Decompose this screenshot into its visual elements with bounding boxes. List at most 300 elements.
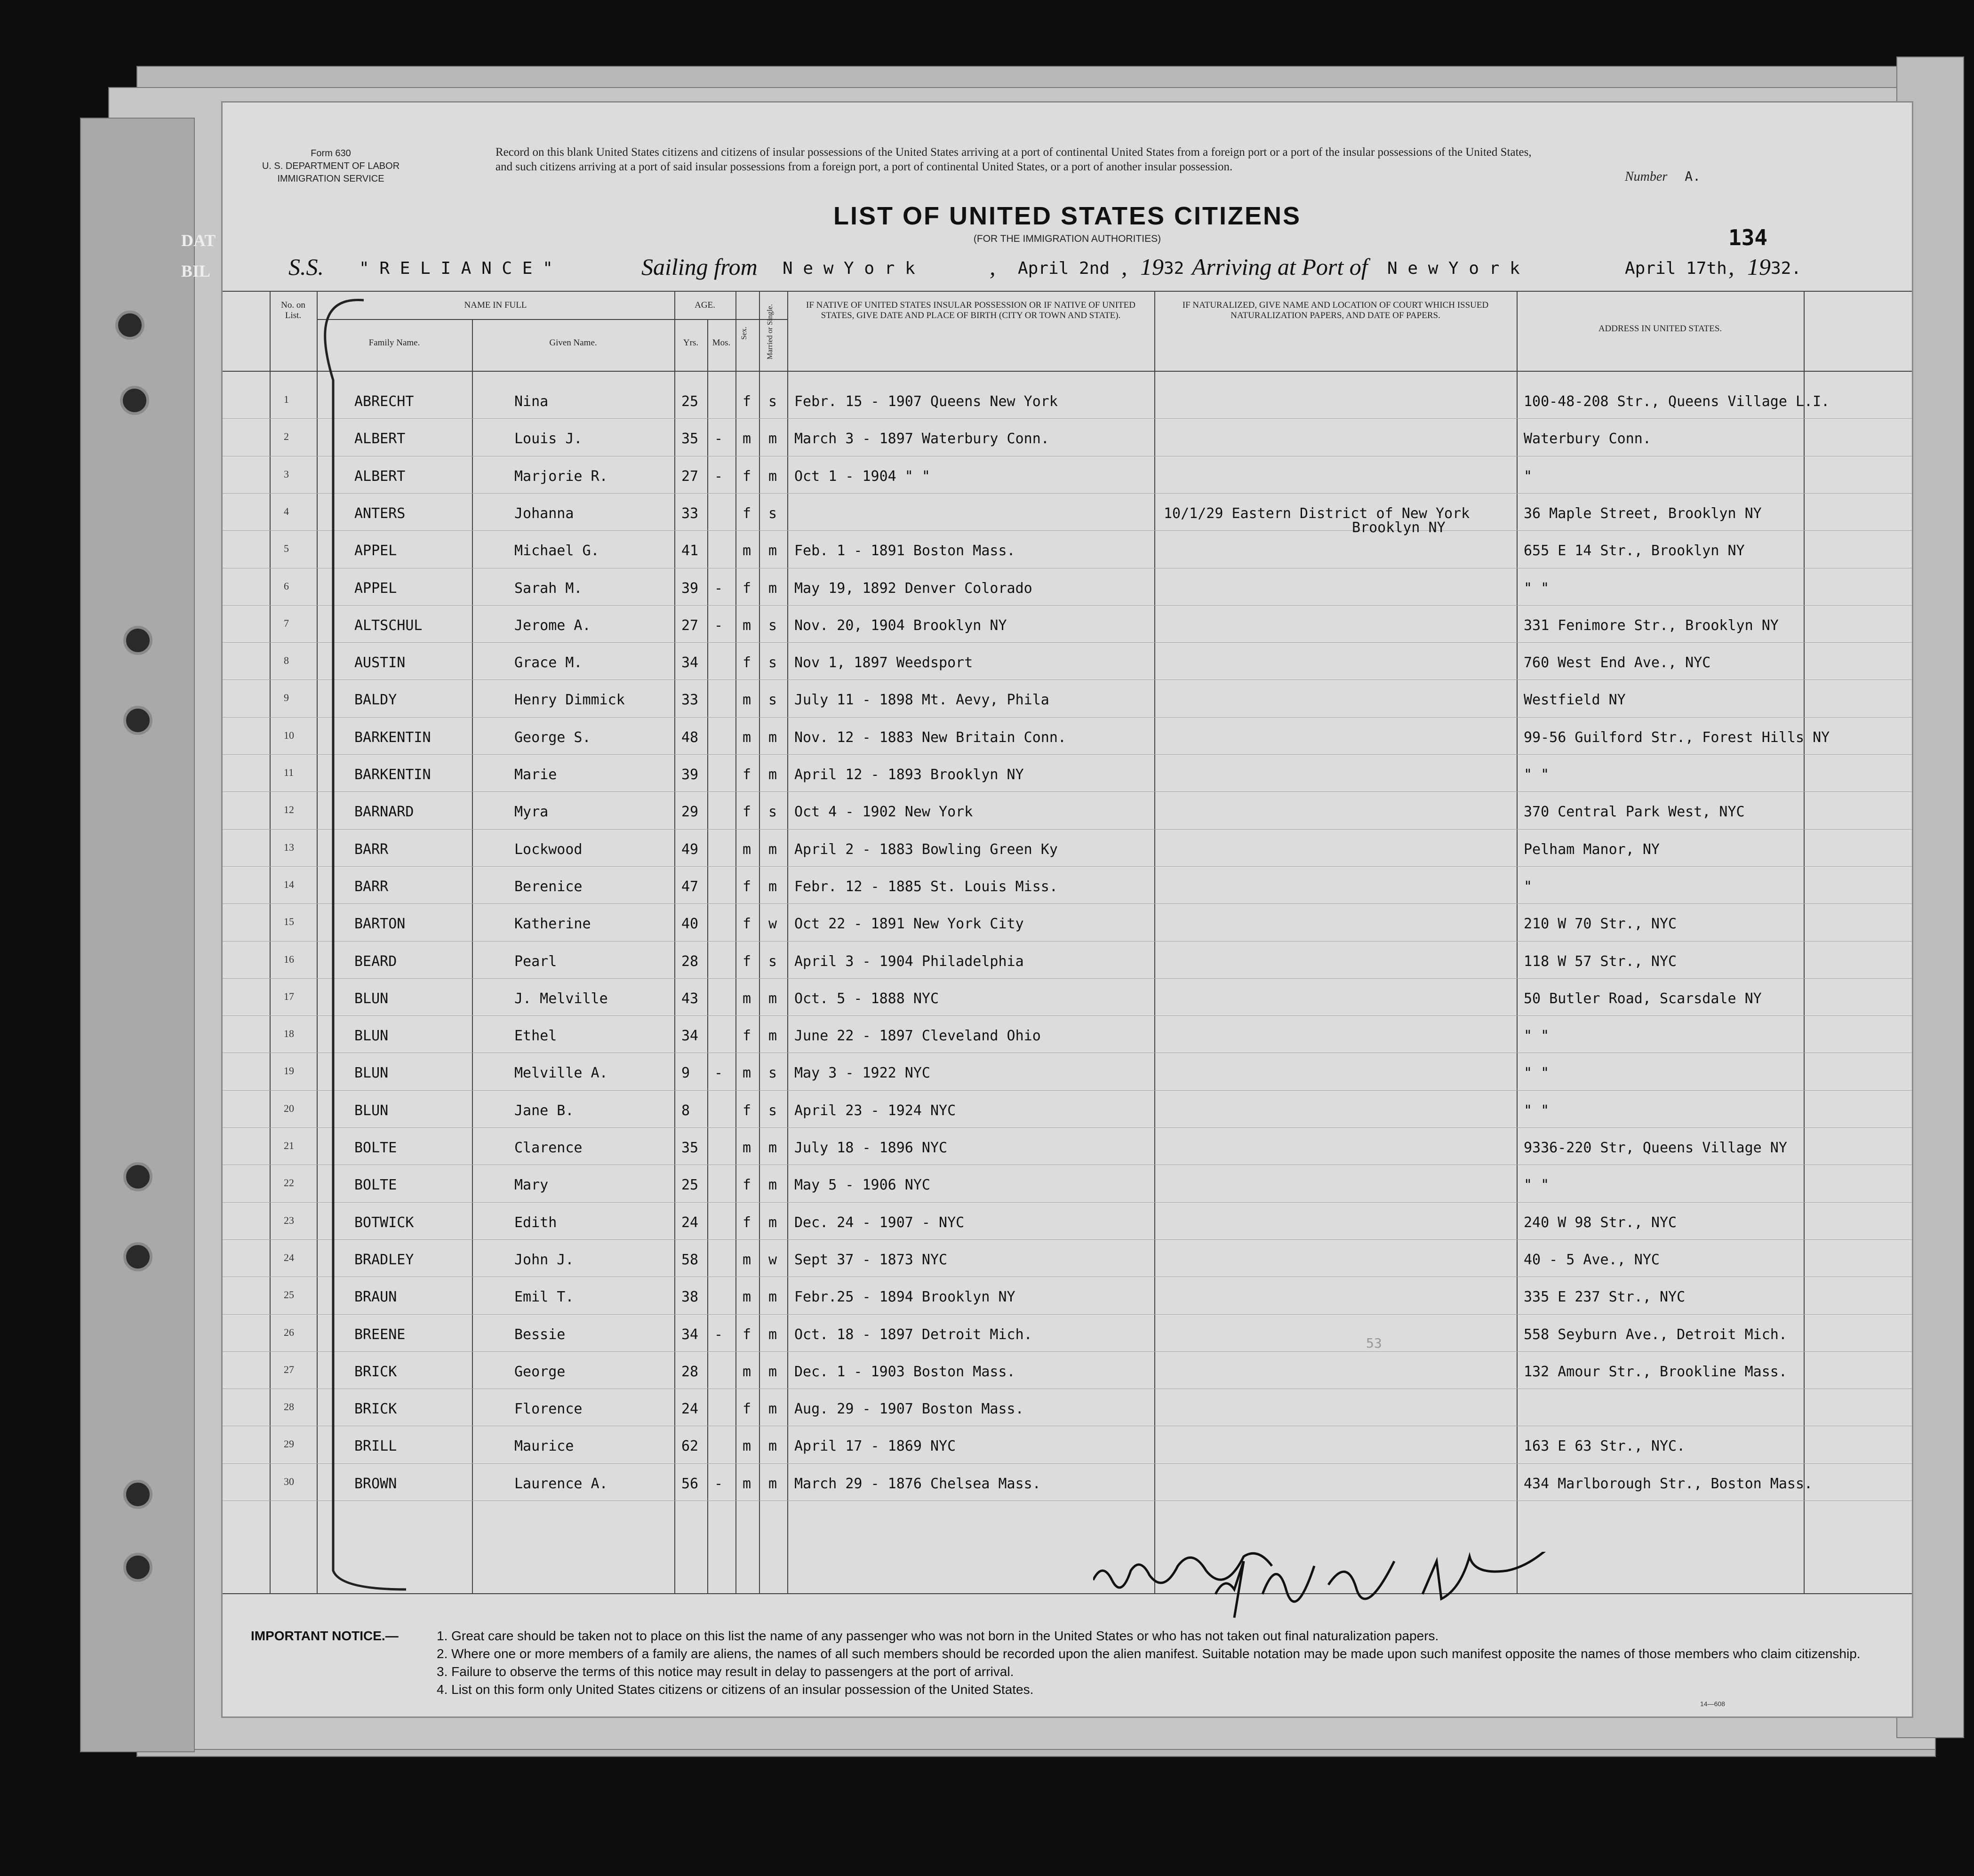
row-number: 24 <box>284 1251 294 1263</box>
address: Waterbury Conn. <box>1524 431 1651 447</box>
age-years: 28 <box>681 1363 699 1380</box>
sex: m <box>743 1475 751 1492</box>
sheet-number: 134 <box>1728 225 1768 250</box>
age-years: 58 <box>681 1251 699 1268</box>
sex: f <box>743 1326 751 1343</box>
row-number: 27 <box>284 1363 294 1375</box>
birth-date-place: Dec. 1 - 1903 Boston Mass. <box>794 1363 1015 1380</box>
age-months: - <box>714 468 723 485</box>
given-name: John J. <box>514 1251 574 1268</box>
address: 210 W 70 Str., NYC <box>1524 916 1677 933</box>
header-no-on-list: No. on List. <box>281 300 305 320</box>
row-rule <box>223 791 1912 792</box>
header-months: Mos. <box>712 338 731 348</box>
manifest-sheet <box>221 101 1913 1718</box>
year-prefix: 19 <box>1140 254 1164 280</box>
age-years: 62 <box>681 1438 699 1455</box>
marital-status: m <box>768 1475 777 1492</box>
age-years: 27 <box>681 617 699 634</box>
marital-status: s <box>768 1102 777 1119</box>
family-name: BOLTE <box>354 1140 397 1156</box>
notice-list <box>437 1627 1872 1699</box>
sex: f <box>743 1102 751 1119</box>
sex: f <box>743 1401 751 1418</box>
family-name: ALBERT <box>354 431 406 447</box>
binder-hole <box>115 311 144 340</box>
notice-item: 2. Where one or more members of a family are aliens, the names of all such members should be recorded upon the alien manifest. Suitable notation may be made upon such manifest opposite the names of those members who claim citizenship. <box>437 1646 1861 1661</box>
row-number: 18 <box>284 1028 294 1040</box>
age-years: 39 <box>681 766 699 783</box>
marital-status: m <box>768 580 777 597</box>
marital-status: m <box>768 1289 777 1306</box>
address: 40 - 5 Ave., NYC <box>1524 1251 1660 1268</box>
address: 100-48-208 Str., Queens Village L.I. <box>1524 393 1830 410</box>
age-months: - <box>714 580 723 597</box>
age-years: 35 <box>681 431 699 447</box>
list-number <box>1625 168 1701 184</box>
given-name: Henry Dimmick <box>514 692 625 709</box>
birth-date-place: April 17 - 1869 NYC <box>794 1438 956 1455</box>
age-years: 8 <box>681 1102 690 1119</box>
address: 50 Butler Road, Scarsdale NY <box>1524 990 1762 1007</box>
family-name: BRILL <box>354 1438 397 1455</box>
marital-status: s <box>768 692 777 709</box>
address: 655 E 14 Str., Brooklyn NY <box>1524 543 1745 559</box>
header-birth: IF NATIVE OF UNITED STATES INSULAR POSSESSION OR IF NATIVE OF UNITED STATES, GIVE DATE AND PLACE OF BIRTH (CITY OR TOWN AND STATE). <box>806 300 1135 320</box>
marital-status: m <box>768 1438 777 1455</box>
binder-hole <box>123 1242 152 1271</box>
page-subtitle: (FOR THE IMMIGRATION AUTHORITIES) <box>973 233 1161 244</box>
address: 99-56 Guilford Str., Forest Hills NY <box>1524 729 1830 746</box>
column-rule <box>735 291 736 1594</box>
row-rule <box>223 754 1912 755</box>
row-number: 21 <box>284 1140 294 1151</box>
given-name: Lockwood <box>514 841 583 858</box>
given-name: Louis J. <box>514 431 583 447</box>
ss-label: S.S. <box>288 254 324 280</box>
row-number: 4 <box>284 505 289 517</box>
row-number: 17 <box>284 990 294 1002</box>
marital-status: m <box>768 1028 777 1045</box>
sex: m <box>743 617 751 634</box>
row-number: 12 <box>284 804 294 816</box>
address: 331 Fenimore Str., Brooklyn NY <box>1524 617 1779 634</box>
given-name: Florence <box>514 1401 583 1418</box>
marital-status: w <box>768 916 777 933</box>
marital-status: m <box>768 1401 777 1418</box>
birth-date-place: Dec. 24 - 1907 - NYC <box>794 1214 965 1231</box>
header-address: ADDRESS IN UNITED STATES. <box>1598 324 1722 334</box>
given-name: Sarah M. <box>514 580 583 597</box>
given-name: Ethel <box>514 1028 557 1045</box>
row-rule <box>223 1239 1912 1240</box>
form-code: 14—608 <box>1700 1700 1725 1708</box>
family-name: BARR <box>354 841 389 858</box>
birth-date-place: Febr. 12 - 1885 St. Louis Miss. <box>794 878 1058 895</box>
address: 118 W 57 Str., NYC <box>1524 953 1677 970</box>
family-name: BLUN <box>354 1028 389 1045</box>
given-name: Melville A. <box>514 1065 608 1082</box>
given-name: Marjorie R. <box>514 468 608 485</box>
sex: m <box>743 431 751 447</box>
row-rule <box>223 1463 1912 1464</box>
arrival-port: N e w Y o r k <box>1387 259 1520 278</box>
family-name: BOLTE <box>354 1177 397 1194</box>
row-rule <box>223 1127 1912 1128</box>
marital-status: s <box>768 953 777 970</box>
birth-date-place: July 11 - 1898 Mt. Aevy, Phila <box>794 692 1049 709</box>
age-years: 48 <box>681 729 699 746</box>
marital-status: m <box>768 878 777 895</box>
row-number: 23 <box>284 1214 294 1226</box>
age-years: 34 <box>681 655 699 671</box>
binder-hole <box>123 1162 152 1191</box>
family-name: BARKENTIN <box>354 766 431 783</box>
notice-item: 3. Failure to observe the terms of this notice may result in delay to passengers at the port of arrival. <box>437 1664 1014 1679</box>
departure-date: April 2nd <box>1018 259 1110 278</box>
family-name: BROWN <box>354 1475 397 1492</box>
department-name: U. S. DEPARTMENT OF LABOR <box>262 161 400 171</box>
binder-hole <box>123 1553 152 1582</box>
row-rule <box>223 1090 1912 1091</box>
row-rule <box>223 903 1912 904</box>
marital-status: m <box>768 1177 777 1194</box>
given-name: Johanna <box>514 505 574 522</box>
family-name: BLUN <box>354 990 389 1007</box>
header-age: AGE. <box>695 300 715 310</box>
family-name: BARKENTIN <box>354 729 431 746</box>
family-name: BRICK <box>354 1401 397 1418</box>
address: " " <box>1524 1177 1550 1194</box>
sex: m <box>743 990 751 1007</box>
row-rule <box>223 679 1912 680</box>
marital-status: m <box>768 1326 777 1343</box>
age-years: 24 <box>681 1401 699 1418</box>
family-name: BRICK <box>354 1363 397 1380</box>
given-name: Laurence A. <box>514 1475 608 1492</box>
sex: m <box>743 692 751 709</box>
marital-status: s <box>768 655 777 671</box>
row-number: 13 <box>284 841 294 853</box>
given-name: Mary <box>514 1177 549 1194</box>
row-number: 29 <box>284 1438 294 1450</box>
sex: m <box>743 1065 751 1082</box>
given-name: Michael G. <box>514 543 599 559</box>
service-name: IMMIGRATION SERVICE <box>277 174 384 184</box>
form-identifier <box>256 147 406 185</box>
birth-date-place: Oct 4 - 1902 New York <box>794 804 973 821</box>
marital-status: m <box>768 990 777 1007</box>
side-label-bil: BIL <box>181 262 211 280</box>
birth-date-place: May 5 - 1906 NYC <box>794 1177 930 1194</box>
row-rule <box>223 1351 1912 1352</box>
address: 760 West End Ave., NYC <box>1524 655 1711 671</box>
given-name: Jane B. <box>514 1102 574 1119</box>
row-number: 19 <box>284 1065 294 1077</box>
marital-status: m <box>768 1214 777 1231</box>
birth-date-place: Febr. 15 - 1907 Queens New York <box>794 393 1058 410</box>
row-number: 26 <box>284 1326 294 1338</box>
family-name: BEARD <box>354 953 397 970</box>
birth-date-place: May 19, 1892 Denver Colorado <box>794 580 1032 597</box>
binder-hole <box>123 706 152 735</box>
stray-mark: 53 <box>1366 1335 1382 1351</box>
age-years: 47 <box>681 878 699 895</box>
birth-date-place: Oct. 5 - 1888 NYC <box>794 990 939 1007</box>
birth-date-place: Febr.25 - 1894 Brooklyn NY <box>794 1289 1015 1306</box>
age-years: 56 <box>681 1475 699 1492</box>
column-rule <box>1517 291 1518 1594</box>
birth-date-place: Sept 37 - 1873 NYC <box>794 1251 948 1268</box>
column-rule <box>472 319 473 1594</box>
birth-date-place: March 29 - 1876 Chelsea Mass. <box>794 1475 1041 1492</box>
birth-date-place: Nov. 20, 1904 Brooklyn NY <box>794 617 1007 634</box>
marital-status: m <box>768 468 777 485</box>
column-rule <box>787 291 788 1594</box>
marital-status: m <box>768 431 777 447</box>
sailing-line <box>288 248 1898 286</box>
address: 558 Seyburn Ave., Detroit Mich. <box>1524 1326 1787 1343</box>
age-years: 35 <box>681 1140 699 1156</box>
arrival-year-prefix: 19 <box>1747 254 1771 280</box>
sex: f <box>743 878 751 895</box>
given-name: J. Melville <box>514 990 608 1007</box>
birth-date-place: April 12 - 1893 Brooklyn NY <box>794 766 1024 783</box>
column-rule <box>707 319 708 1594</box>
notice-heading: IMPORTANT NOTICE.— <box>251 1629 399 1643</box>
header-sex: Sex. <box>740 327 748 340</box>
binder-hole <box>123 1480 152 1509</box>
row-number: 3 <box>284 468 289 480</box>
given-name: Myra <box>514 804 549 821</box>
address: " " <box>1524 766 1550 783</box>
family-name: BARNARD <box>354 804 414 821</box>
given-name: Edith <box>514 1214 557 1231</box>
age-years: 34 <box>681 1326 699 1343</box>
address: 335 E 237 Str., NYC <box>1524 1289 1686 1306</box>
sex: f <box>743 804 751 821</box>
row-rule <box>223 829 1912 830</box>
age-years: 39 <box>681 580 699 597</box>
row-number: 30 <box>284 1475 294 1487</box>
table-bottom-border <box>223 1593 1912 1594</box>
row-rule <box>223 941 1912 942</box>
sex: m <box>743 1140 751 1156</box>
sex: f <box>743 1177 751 1194</box>
marital-status: m <box>768 766 777 783</box>
family-name: BALDY <box>354 692 397 709</box>
row-rule <box>223 1314 1912 1315</box>
sex: m <box>743 1363 751 1380</box>
age-years: 25 <box>681 393 699 410</box>
birth-date-place: Nov 1, 1897 Weedsport <box>794 655 973 671</box>
column-rule <box>759 291 760 1594</box>
bracket-mark <box>298 291 416 1608</box>
row-number: 10 <box>284 729 294 741</box>
address: 163 E 63 Str., NYC. <box>1524 1438 1686 1455</box>
given-name: Grace M. <box>514 655 583 671</box>
birth-date-place: July 18 - 1896 NYC <box>794 1140 948 1156</box>
age-years: 25 <box>681 1177 699 1194</box>
family-name: ALBERT <box>354 468 406 485</box>
column-rule <box>1804 291 1805 1594</box>
marital-status: s <box>768 393 777 410</box>
family-name: BARR <box>354 878 389 895</box>
family-name: BLUN <box>354 1065 389 1082</box>
sex: m <box>743 729 751 746</box>
table-top-border <box>223 291 1912 292</box>
sex: f <box>743 916 751 933</box>
age-years: 28 <box>681 953 699 970</box>
row-rule <box>223 418 1912 419</box>
family-name: BLUN <box>354 1102 389 1119</box>
age-years: 43 <box>681 990 699 1007</box>
birth-date-place: Oct 22 - 1891 New York City <box>794 916 1024 933</box>
age-years: 49 <box>681 841 699 858</box>
marital-status: s <box>768 804 777 821</box>
birth-date-place: April 23 - 1924 NYC <box>794 1102 956 1119</box>
row-rule <box>223 717 1912 718</box>
address: " " <box>1524 1065 1550 1082</box>
given-name: George <box>514 1363 566 1380</box>
sex: m <box>743 543 751 559</box>
comma: , <box>990 254 996 280</box>
sex: m <box>743 1438 751 1455</box>
age-months: - <box>714 431 723 447</box>
row-number: 9 <box>284 692 289 704</box>
family-name: ANTERS <box>354 505 406 522</box>
family-name: ABRECHT <box>354 393 414 410</box>
given-name: Emil T. <box>514 1289 574 1306</box>
inspector-signature <box>1093 1552 1564 1622</box>
family-name: ALTSCHUL <box>354 617 423 634</box>
page-title: LIST OF UNITED STATES CITIZENS <box>833 202 1301 230</box>
age-years: 33 <box>681 505 699 522</box>
binder-hole <box>123 626 152 655</box>
given-name: Jerome A. <box>514 617 591 634</box>
header-name-in-full: NAME IN FULL <box>464 300 527 310</box>
row-number: 15 <box>284 916 294 928</box>
marital-status: s <box>768 505 777 522</box>
form-number: Form 630 <box>311 148 351 159</box>
age-years: 33 <box>681 692 699 709</box>
given-name: Maurice <box>514 1438 574 1455</box>
naturalization-court: 10/1/29 Eastern District of New York <box>1164 505 1470 522</box>
age-years: 41 <box>681 543 699 559</box>
birth-date-place: April 3 - 1904 Philadelphia <box>794 953 1024 970</box>
given-name: George S. <box>514 729 591 746</box>
address: Pelham Manor, NY <box>1524 841 1660 858</box>
column-rule <box>270 291 271 1594</box>
address: " <box>1524 878 1533 895</box>
sailing-from-label: Sailing from <box>641 254 758 280</box>
row-number: 25 <box>284 1289 294 1301</box>
address: Westfield NY <box>1524 692 1626 709</box>
row-number: 1 <box>284 393 289 405</box>
age-years: 27 <box>681 468 699 485</box>
birth-date-place: Feb. 1 - 1891 Boston Mass. <box>794 543 1015 559</box>
age-years: 40 <box>681 916 699 933</box>
given-name: Katherine <box>514 916 591 933</box>
age-years: 34 <box>681 1028 699 1045</box>
row-rule <box>223 605 1912 606</box>
row-number: 2 <box>284 431 289 443</box>
row-rule <box>223 530 1912 531</box>
marital-status: m <box>768 1140 777 1156</box>
family-name: BRAUN <box>354 1289 397 1306</box>
row-rule <box>223 1202 1912 1203</box>
given-name: Clarence <box>514 1140 583 1156</box>
row-number: 6 <box>284 580 289 592</box>
sex: m <box>743 1289 751 1306</box>
header-bottom-border <box>223 371 1912 372</box>
given-name: Marie <box>514 766 557 783</box>
notice-item: 1. Great care should be taken not to place on this list the name of any passenger who was not born in the United States or who has not taken out final naturalization papers. <box>437 1629 1439 1643</box>
marital-status: m <box>768 729 777 746</box>
row-number: 7 <box>284 617 289 629</box>
marital-status: m <box>768 841 777 858</box>
age-years: 29 <box>681 804 699 821</box>
header-given-name: Given Name. <box>549 338 597 348</box>
arrival-year: 32. <box>1771 259 1802 278</box>
family-name: BREENE <box>354 1326 406 1343</box>
row-number: 11 <box>284 766 294 778</box>
age-months: - <box>714 1065 723 1082</box>
address: " " <box>1524 1028 1550 1045</box>
row-rule <box>223 642 1912 643</box>
sex: f <box>743 766 751 783</box>
row-number: 20 <box>284 1102 294 1114</box>
address: " <box>1524 468 1533 485</box>
address: 9336-220 Str, Queens Village NY <box>1524 1140 1787 1156</box>
birth-date-place: March 3 - 1897 Waterbury Conn. <box>794 431 1049 447</box>
age-years: 38 <box>681 1289 699 1306</box>
address: 36 Maple Street, Brooklyn NY <box>1524 505 1762 522</box>
age-years: 9 <box>681 1065 690 1082</box>
address: 132 Amour Str., Brookline Mass. <box>1524 1363 1787 1380</box>
naturalization-location: Brooklyn NY <box>1352 519 1446 536</box>
number-label: Number <box>1625 169 1668 184</box>
passenger-table <box>223 291 1912 1594</box>
marital-status: s <box>768 1065 777 1082</box>
sex: f <box>743 393 751 410</box>
row-number: 8 <box>284 655 289 667</box>
marital-status: w <box>768 1251 777 1268</box>
birth-date-place: Aug. 29 - 1907 Boston Mass. <box>794 1401 1024 1418</box>
row-rule <box>223 1015 1912 1016</box>
sex: f <box>743 580 751 597</box>
address: " " <box>1524 580 1550 597</box>
birth-date-place: Oct. 18 - 1897 Detroit Mich. <box>794 1326 1032 1343</box>
notice-item: 4. List on this form only United States citizens or citizens of an insular possession of the United States. <box>437 1682 1034 1697</box>
row-rule <box>223 866 1912 867</box>
marital-status: s <box>768 617 777 634</box>
row-number: 16 <box>284 953 294 965</box>
column-rule <box>1154 291 1155 1594</box>
birth-date-place: June 22 - 1897 Cleveland Ohio <box>794 1028 1041 1045</box>
sex: f <box>743 505 751 522</box>
sex: f <box>743 953 751 970</box>
address: 434 Marlborough Str., Boston Mass. <box>1524 1475 1813 1492</box>
address: " " <box>1524 1102 1550 1119</box>
family-name: BOTWICK <box>354 1214 414 1231</box>
sex: f <box>743 468 751 485</box>
marital-status: m <box>768 543 777 559</box>
address: 240 W 98 Str., NYC <box>1524 1214 1677 1231</box>
age-months: - <box>714 1326 723 1343</box>
sex: f <box>743 655 751 671</box>
arriving-label: Arriving at Port of <box>1192 254 1368 280</box>
